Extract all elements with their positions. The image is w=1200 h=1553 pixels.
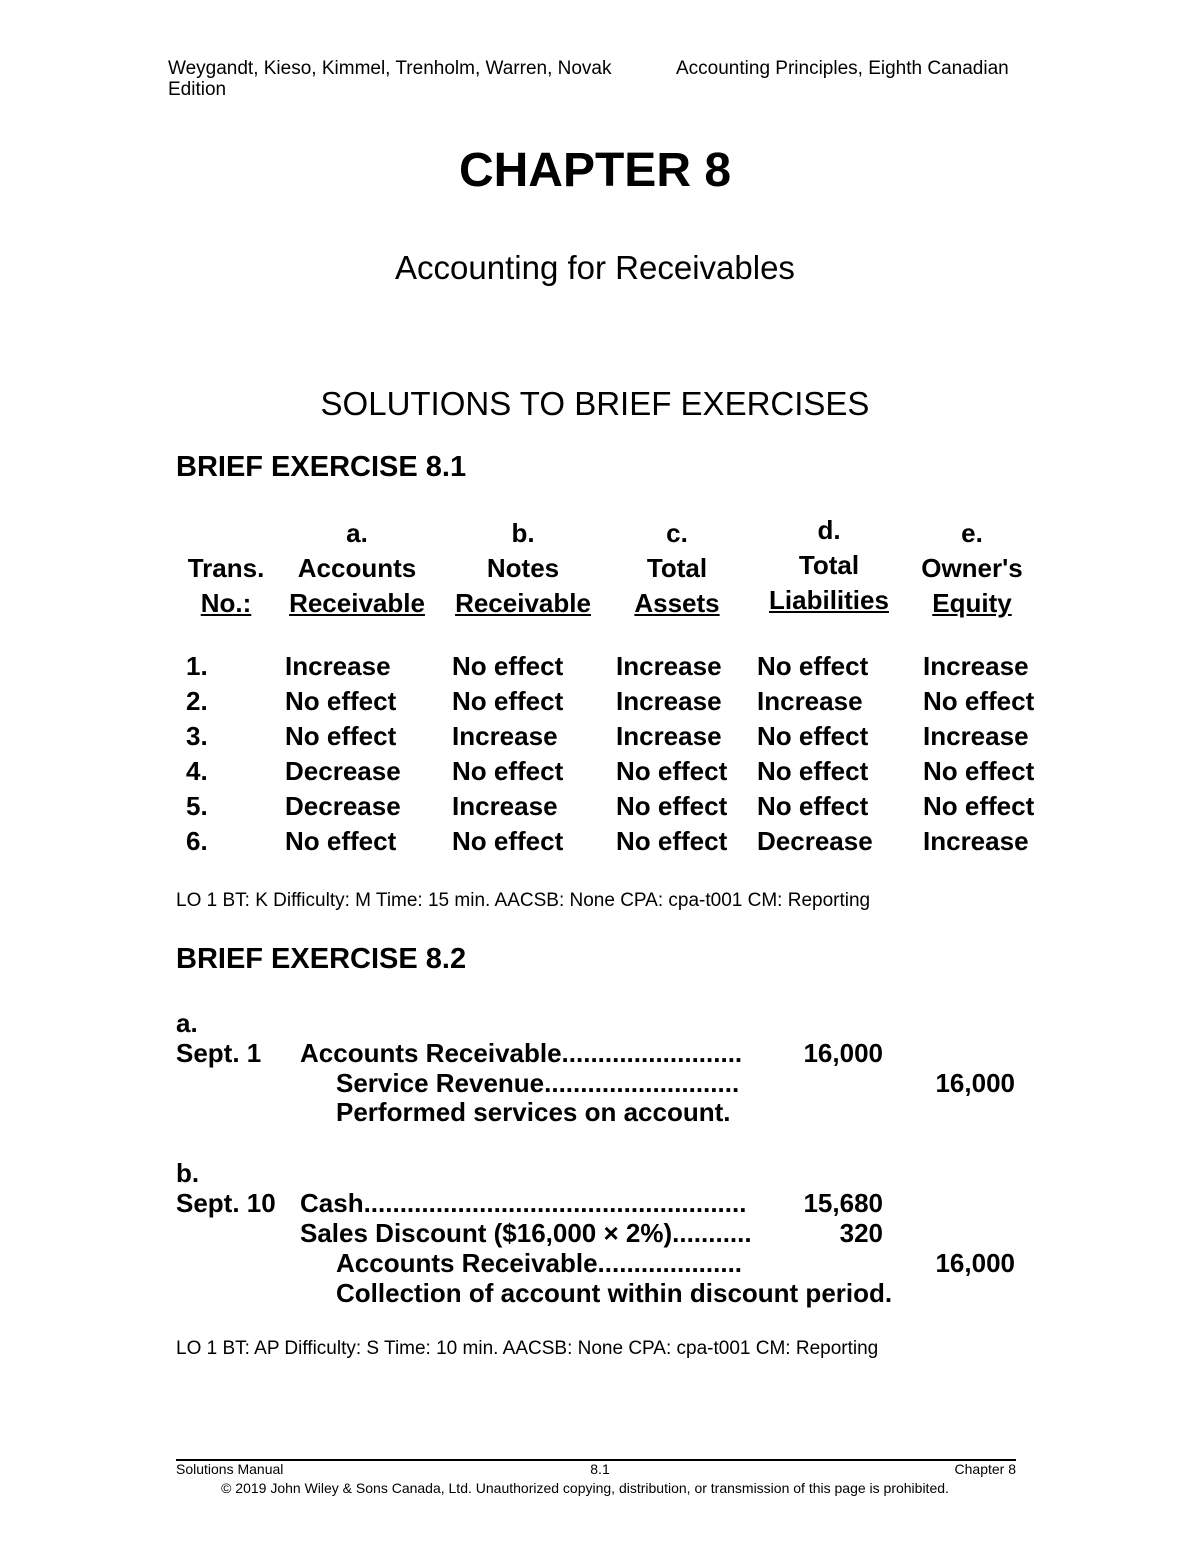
journal-credit-amount: 16,000 <box>935 1248 1015 1278</box>
journal-explanation: Performed services on account. <box>336 1097 731 1127</box>
be81-header-notes-receivable <box>448 516 598 621</box>
be81-cell-trans: 3. <box>186 721 208 751</box>
footer-left: Solutions Manual <box>176 1461 284 1477</box>
journal-date: Sept. 10 <box>176 1188 276 1218</box>
chapter-title: CHAPTER 8 <box>458 144 732 197</box>
be81-cell-notes-receivable: Increase <box>452 721 558 751</box>
journal-debit-account: Cash..................................................... <box>300 1188 747 1218</box>
be81-cell-owners-equity: No effect <box>923 756 1035 786</box>
be81-header-letter: a. <box>346 518 368 548</box>
be81-cell-total-liabilities: Increase <box>757 686 863 716</box>
journal-debit-amount: 16,000 <box>803 1038 883 1068</box>
be81-header-line1: Total <box>646 553 708 583</box>
be81-cell-total-assets: Increase <box>616 721 722 751</box>
section-title: SOLUTIONS TO BRIEF EXERCISES <box>320 385 870 422</box>
footer-page-number: 8.1 <box>590 1461 610 1477</box>
be81-cell-total-liabilities: Decrease <box>757 826 873 856</box>
be81-cell-notes-receivable: Increase <box>452 791 558 821</box>
journal-debit-amount: 15,680 <box>803 1188 883 1218</box>
be81-cell-owners-equity: Increase <box>923 721 1029 751</box>
be81-cell-trans: 5. <box>186 791 208 821</box>
be81-header-letter: d. <box>817 515 841 545</box>
be81-cell-total-liabilities: No effect <box>757 721 869 751</box>
journal-credit-account: Accounts Receivable.................... <box>336 1248 743 1278</box>
be81-header-owners-equity <box>912 516 1032 621</box>
be81-header-line1: Total <box>798 550 860 580</box>
be81-header-accounts-receivable <box>283 516 431 621</box>
be81-cell-total-assets: No effect <box>616 756 728 786</box>
be81-cell-accounts-receivable: No effect <box>285 686 397 716</box>
be81-header-line1: Accounts <box>297 553 417 583</box>
be81-header-line2: Liabilities <box>769 585 889 615</box>
be81-cell-notes-receivable: No effect <box>452 756 564 786</box>
be81-cell-total-assets: No effect <box>616 791 728 821</box>
be82-title: BRIEF EXERCISE 8.2 <box>176 943 467 975</box>
journal-date: Sept. 1 <box>176 1038 262 1068</box>
be81-cell-owners-equity: No effect <box>923 791 1035 821</box>
be81-header-line1: Notes <box>486 553 560 583</box>
be81-cell-trans: 1. <box>186 651 208 681</box>
be81-cell-total-assets: No effect <box>616 826 728 856</box>
header-authors: Weygandt, Kieso, Kimmel, Trenholm, Warren, Novak <box>168 58 612 79</box>
be82-part-b-label: b. <box>176 1158 200 1188</box>
header-book-title: Accounting Principles, Eighth Canadian <box>676 58 1009 79</box>
be81-cell-accounts-receivable: No effect <box>285 826 397 856</box>
be81-cell-owners-equity: Increase <box>923 826 1029 856</box>
be81-cell-notes-receivable: No effect <box>452 826 564 856</box>
be81-cell-accounts-receivable: Increase <box>285 651 391 681</box>
be81-cell-owners-equity: No effect <box>923 686 1035 716</box>
be81-cell-owners-equity: Increase <box>923 651 1029 681</box>
be81-cell-total-liabilities: No effect <box>757 791 869 821</box>
be81-header-letter: c. <box>666 518 688 548</box>
be81-header-line2: Equity <box>932 588 1012 618</box>
be81-header-line1: Trans. <box>187 553 265 583</box>
be81-header-line2: Assets <box>634 588 720 618</box>
journal-credit-account: Service Revenue........................... <box>336 1068 740 1098</box>
chapter-subtitle: Accounting for Receivables <box>395 249 795 286</box>
be81-cell-accounts-receivable: Decrease <box>285 756 401 786</box>
be81-cell-notes-receivable: No effect <box>452 651 564 681</box>
journal-explanation: Collection of account within discount period. <box>336 1278 893 1308</box>
be81-title: BRIEF EXERCISE 8.1 <box>176 451 467 483</box>
be81-header-line2: Receivable <box>455 588 591 618</box>
be81-header-letter: b. <box>511 518 535 548</box>
journal-debit-account: Accounts Receivable......................... <box>300 1038 743 1068</box>
be81-cell-total-liabilities: No effect <box>757 756 869 786</box>
be81-header-letter: e. <box>961 518 983 548</box>
be81-header-trans <box>176 516 276 621</box>
be81-cell-accounts-receivable: Decrease <box>285 791 401 821</box>
be82-part-a-label: a. <box>176 1008 198 1038</box>
be81-cell-total-liabilities: No effect <box>757 651 869 681</box>
be81-header-line1: Owner's <box>921 553 1023 583</box>
journal-debit-account: Sales Discount ($16,000 × 2%)........... <box>300 1218 752 1248</box>
be81-header-line2: No.: <box>200 588 252 618</box>
be81-header-total-assets <box>618 516 736 621</box>
be81-cell-notes-receivable: No effect <box>452 686 564 716</box>
be81-cell-total-assets: Increase <box>616 651 722 681</box>
journal-credit-amount: 16,000 <box>935 1068 1015 1098</box>
be82-meta: LO 1 BT: AP Difficulty: S Time: 10 min. AACSB: None CPA: cpa-t001 CM: Reporting <box>176 1338 879 1359</box>
footer-copyright: © 2019 John Wiley & Sons Canada, Ltd. Unauthorized copying, distribution, or transmission of this page is prohibited. <box>221 1480 949 1496</box>
be81-cell-trans: 6. <box>186 826 208 856</box>
journal-debit-amount: 320 <box>839 1218 883 1248</box>
be81-header-total-liabilities <box>758 513 900 618</box>
be81-cell-trans: 2. <box>186 686 208 716</box>
be81-cell-trans: 4. <box>186 756 208 786</box>
be81-cell-total-assets: Increase <box>616 686 722 716</box>
be81-cell-accounts-receivable: No effect <box>285 721 397 751</box>
header-edition: Edition <box>168 79 227 100</box>
be81-meta: LO 1 BT: K Difficulty: M Time: 15 min. AACSB: None CPA: cpa-t001 CM: Reporting <box>176 890 871 911</box>
be81-header-line2: Receivable <box>289 588 425 618</box>
footer-right: Chapter 8 <box>954 1461 1016 1477</box>
be81-header-letter <box>176 516 276 551</box>
